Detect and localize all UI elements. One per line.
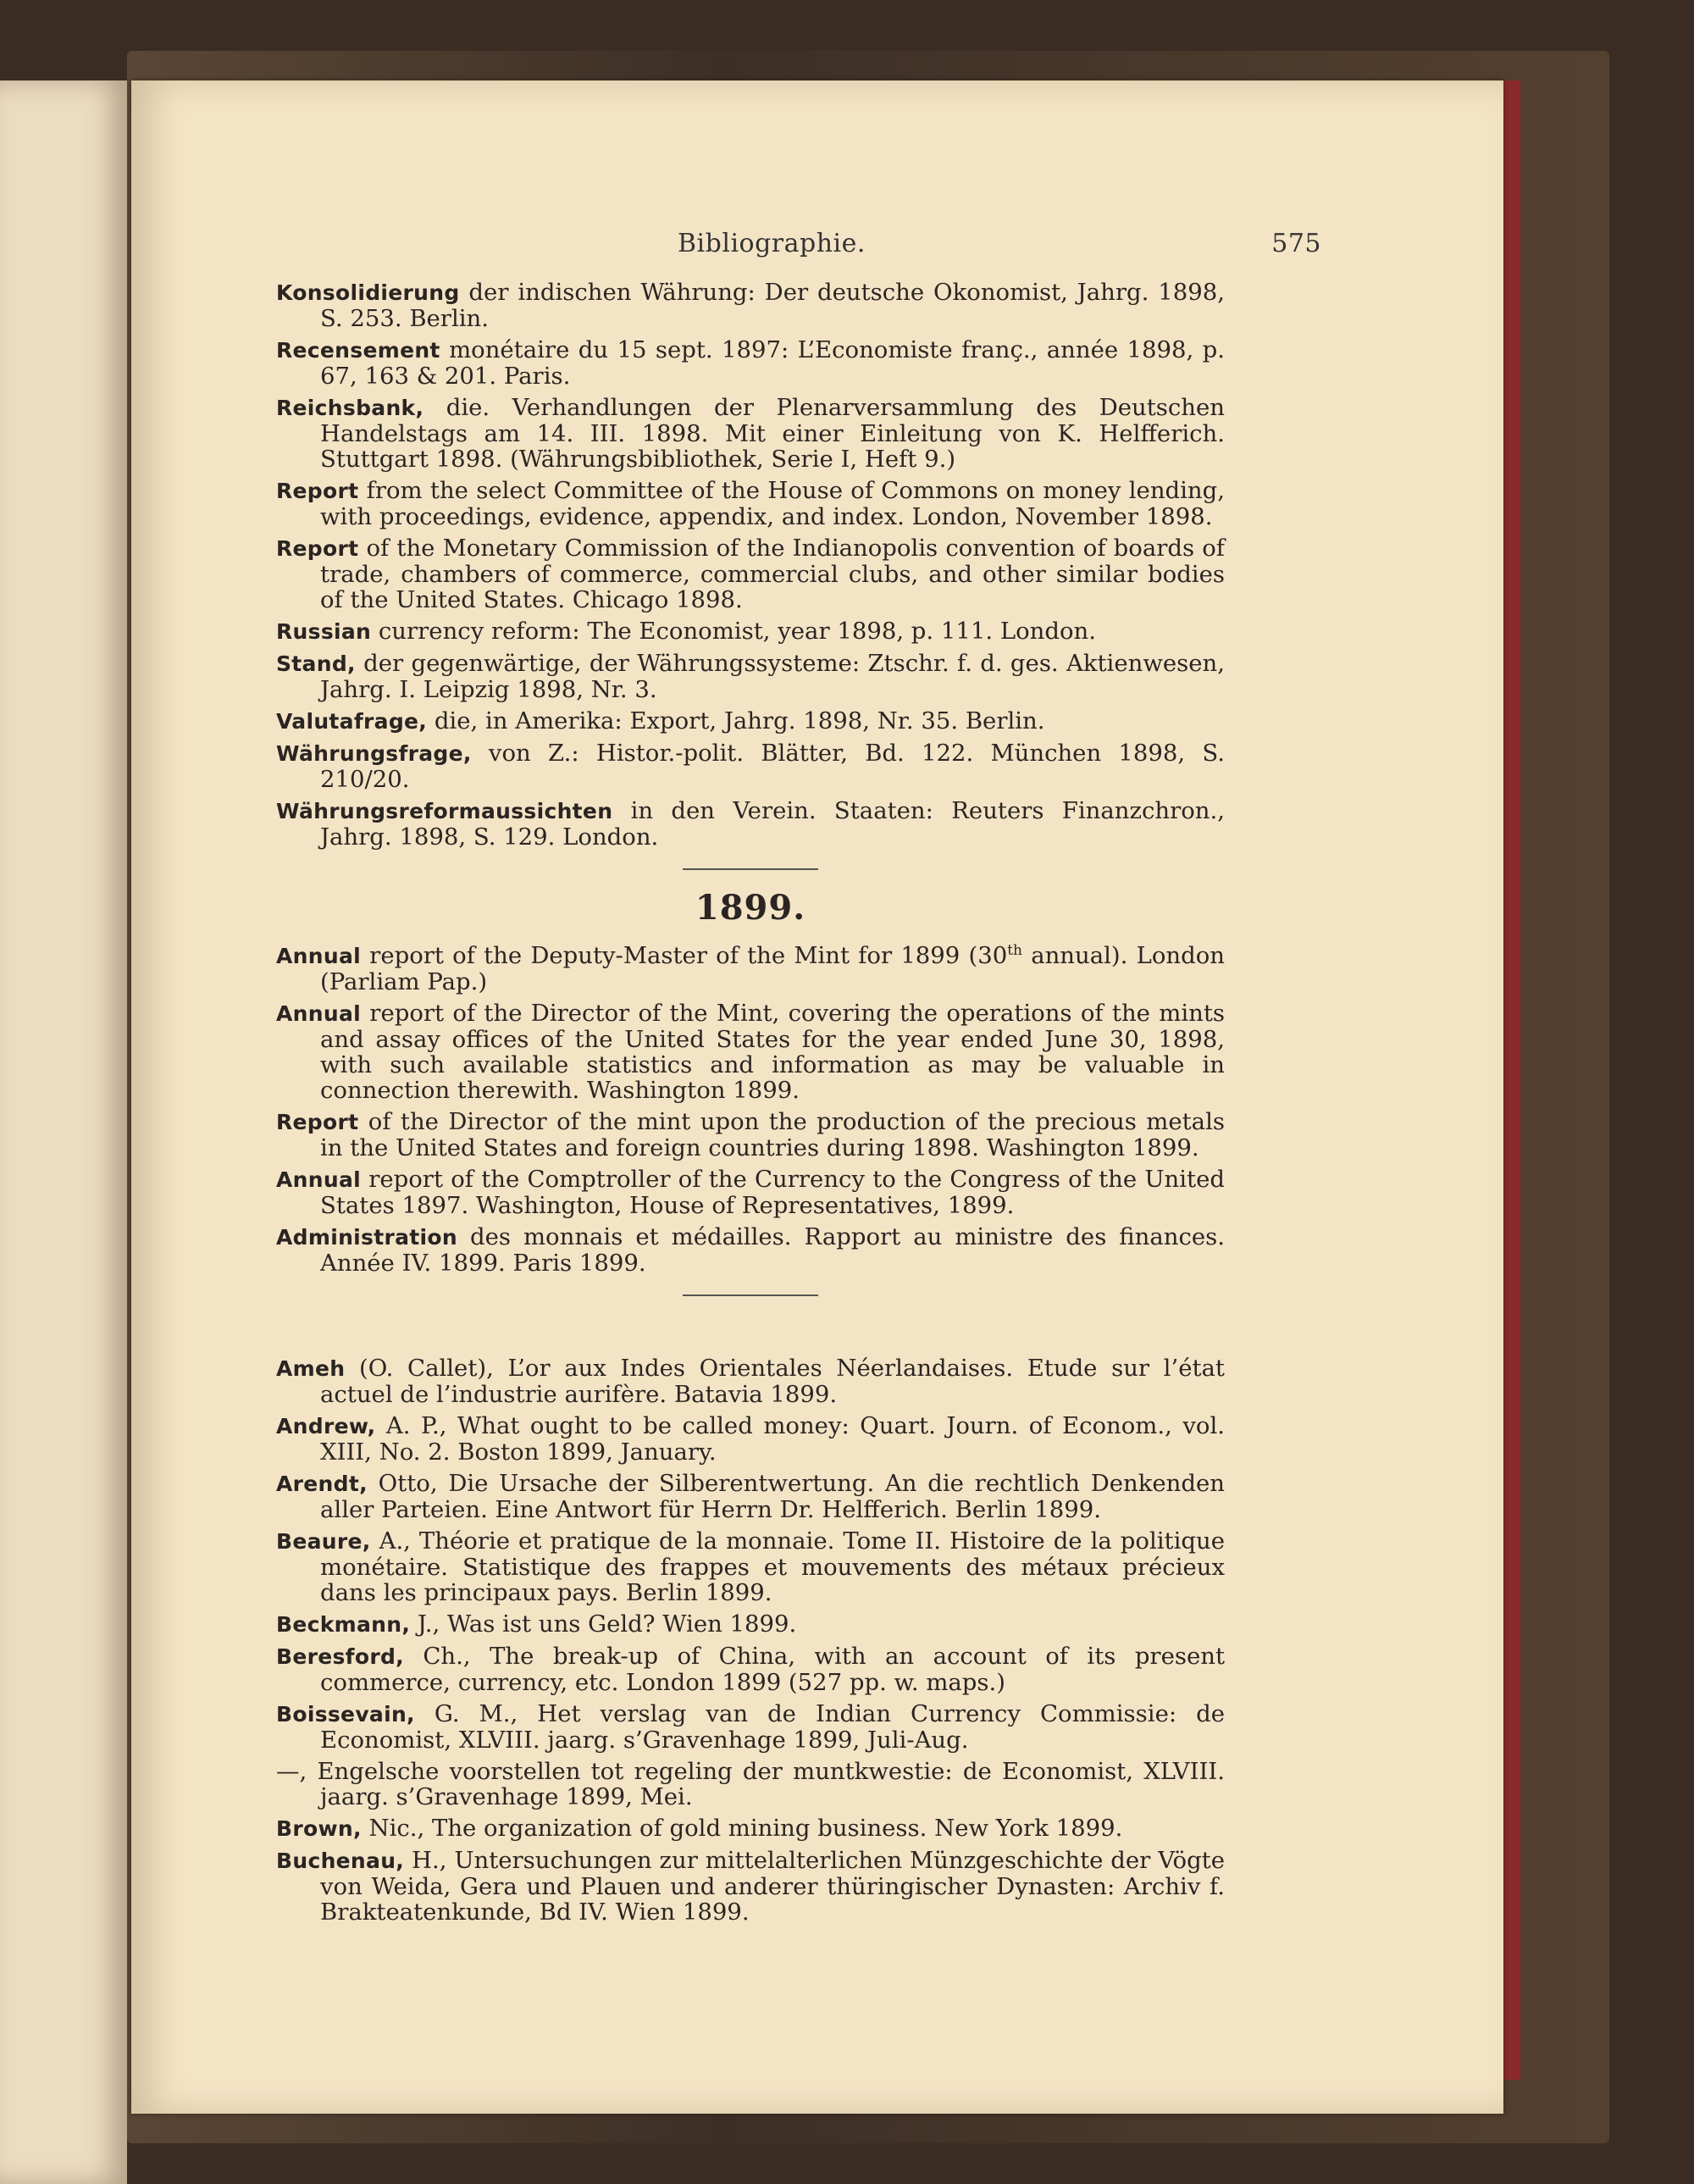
entry-text: der gegenwärtige, der Währungssysteme: Ztschr. f. d. ges. Aktienwesen, Jahrg. I. Leipzig 1898, Nr. 3.	[320, 650, 1225, 703]
entry-keyword: Annual	[276, 1001, 361, 1026]
entry-keyword: Währungsfrage,	[276, 741, 472, 766]
bibliography-entry	[276, 740, 1225, 792]
entry-keyword: Beaure,	[276, 1529, 371, 1554]
entry-keyword: Annual	[276, 1167, 361, 1192]
entry-keyword: Reichsbank,	[276, 396, 424, 420]
bibliography-entry	[276, 1109, 1225, 1161]
entry-text: Nic., The organization of gold mining business. New York 1899.	[361, 1815, 1123, 1842]
entry-keyword: Beresford,	[276, 1644, 404, 1669]
entry-text: in den Verein. Staaten: Reuters Finanzchron., Jahrg. 1898, S. 129. London.	[320, 797, 1225, 851]
entry-text: (O. Callet), L’or aux Indes Orientales Néerlandaises. Etude sur l’état actuel de l’industrie aurifère. Batavia 1899.	[320, 1355, 1225, 1408]
bibliography-entry	[276, 1355, 1225, 1407]
bibliography-entry	[276, 1471, 1225, 1522]
entry-text: J., Was ist uns Geld? Wien 1899.	[410, 1610, 797, 1638]
entry-text: report of the Deputy-Master of the Mint for 1899 (30	[360, 942, 1008, 969]
entry-text: report of the Comptroller of the Currency to the Congress of the United States 1897. Washington, House of Representatives, 1899.	[320, 1166, 1225, 1219]
year-heading: 1899.	[695, 888, 806, 928]
bibliography-entry	[276, 1759, 1225, 1810]
entry-keyword: Andrew,	[276, 1414, 376, 1438]
section-divider	[683, 1294, 818, 1296]
entry-text: annual). London (Parliam Pap.)	[320, 942, 1225, 995]
bibliography-content	[276, 280, 1225, 1931]
entry-text: from the select Committee of the House of Commons on money lending, with proceedings, evidence, appendix, and index. London, November 1898.	[320, 477, 1225, 530]
bibliography-entry	[276, 1224, 1225, 1276]
bibliography-entry	[276, 1701, 1225, 1753]
entry-text: Ch., The break-up of China, with an account of its present commerce, currency, etc. London 1899 (527 pp. w. maps.)	[320, 1643, 1225, 1696]
entry-text: die, in Amerika: Export, Jahrg. 1898, Nr. 35. Berlin.	[427, 707, 1045, 734]
entry-keyword: Stand,	[276, 651, 356, 676]
entry-text: G. M., Het verslag van de Indian Currency Commissie: de Economist, XLVIII. jaarg. s’Gravenhage 1899, Juli-Aug.	[320, 1700, 1225, 1754]
entry-superscript: th	[1007, 941, 1022, 959]
bibliography-entry	[276, 1848, 1225, 1925]
facing-page-left	[0, 80, 127, 2184]
bibliography-entry	[276, 280, 1225, 331]
entry-text: —, Engelsche voorstellen tot regeling der muntkwestie: de Economist, XLVIII. jaarg. s’Gravenhage 1899, Mei.	[276, 1758, 1225, 1810]
page-edge	[1503, 80, 1520, 2080]
bibliography-entry	[276, 1815, 1225, 1842]
entry-text: von Z.: Histor.-polit. Blätter, Bd. 122. München 1898, S. 210/20.	[320, 740, 1225, 793]
entry-keyword: Report	[276, 479, 359, 503]
entry-keyword: Beckmann,	[276, 1612, 411, 1637]
entry-keyword: Ameh	[276, 1356, 346, 1381]
bibliography-entry	[276, 478, 1225, 529]
entry-keyword: Arendt,	[276, 1472, 368, 1496]
bibliography-entry	[276, 395, 1225, 472]
bibliography-entry	[276, 1611, 1225, 1638]
entry-keyword: Währungsreformaussichten	[276, 799, 613, 823]
entry-text: report of the Director of the Mint, covering the operations of the mints and assay offices of the United States for the year ended June 30, 1898, with such available statistics and information as may be valuable in connection therewith. Washington 1899.	[320, 1000, 1225, 1104]
bibliography-entry	[276, 337, 1225, 389]
entry-keyword: Administration	[276, 1225, 457, 1250]
bibliography-entry	[276, 1001, 1225, 1103]
entry-keyword: Report	[276, 1110, 359, 1134]
bibliography-entry	[276, 1167, 1225, 1218]
entry-text: A., Théorie et pratique de la monnaie. Tome II. Histoire de la politique monétaire. Statistique des frappes et mouvements des métaux précieux dans les principaux pays. Berlin 1899.	[320, 1527, 1225, 1606]
bibliography-entry	[276, 798, 1225, 850]
entry-keyword: Konsolidierung	[276, 280, 460, 305]
bibliography-entry	[276, 1644, 1225, 1695]
entry-keyword: Annual	[276, 944, 361, 968]
entry-keyword: Russian	[276, 619, 372, 644]
bibliography-entry	[276, 708, 1225, 734]
bibliography-section-authors	[276, 1355, 1225, 1925]
bibliography-entry	[276, 943, 1225, 995]
bibliography-section-1898	[276, 280, 1225, 850]
page-number: 575	[1271, 229, 1321, 258]
entry-keyword: Buchenau,	[276, 1849, 405, 1873]
section-divider	[683, 868, 818, 870]
bibliography-entry	[276, 618, 1225, 645]
bibliography-section-official	[276, 943, 1225, 1276]
entry-keyword: Valutafrage,	[276, 709, 428, 734]
entry-text: Otto, Die Ursache der Silberentwertung. An die rechtlich Denkenden aller Parteien. Eine Antwort für Herrn Dr. Helfferich. Berlin 1899.	[320, 1470, 1225, 1523]
entry-text: H., Untersuchungen zur mittelalterlichen Münzgeschichte der Vögte von Weida, Gera und Plauen und anderer thüringischer Dynasten: Archiv f. Brakteatenkunde, Bd IV. Wien 1899.	[320, 1847, 1225, 1926]
running-head-title: Bibliographie.	[678, 229, 866, 258]
entry-text: des monnais et médailles. Rapport au ministre des finances. Année IV. 1899. Paris 1899.	[320, 1223, 1225, 1277]
entry-text: A. P., What ought to be called money: Quart. Journ. of Econom., vol. XIII, No. 2. Boston 1899, January.	[320, 1412, 1225, 1466]
entry-keyword: Boissevain,	[276, 1702, 415, 1727]
entry-text: die. Verhandlungen der Plenarversammlung des Deutschen Handelstags am 14. III. 1898. Mit einer Einleitung von K. Helfferich. Stuttgart 1898. (Währungsbibliothek, Serie I, Heft 9.)	[320, 394, 1225, 473]
bibliography-entry	[276, 1528, 1225, 1605]
entry-text: currency reform: The Economist, year 1898, p. 111. London.	[371, 618, 1096, 645]
bibliography-entry	[276, 535, 1225, 613]
bibliography-entry	[276, 1413, 1225, 1465]
entry-keyword: Recensement	[276, 338, 440, 363]
bibliography-entry	[276, 651, 1225, 702]
entry-keyword: Brown,	[276, 1816, 362, 1841]
entry-text: monétaire du 15 sept. 1897: L’Economiste franç., année 1898, p. 67, 163 & 201. Paris.	[320, 336, 1225, 390]
entry-text: der indischen Währung: Der deutsche Okonomist, Jahrg. 1898, S. 253. Berlin.	[320, 279, 1225, 332]
entry-text: of the Monetary Commission of the Indianopolis convention of boards of trade, chambers of commerce, commercial clubs, and other similar bodies of the United States. Chicago 1898.	[320, 535, 1225, 613]
entry-text: of the Director of the mint upon the production of the precious metals in the United States and foreign countries during 1898. Washington 1899.	[320, 1108, 1225, 1161]
entry-keyword: Report	[276, 536, 359, 561]
